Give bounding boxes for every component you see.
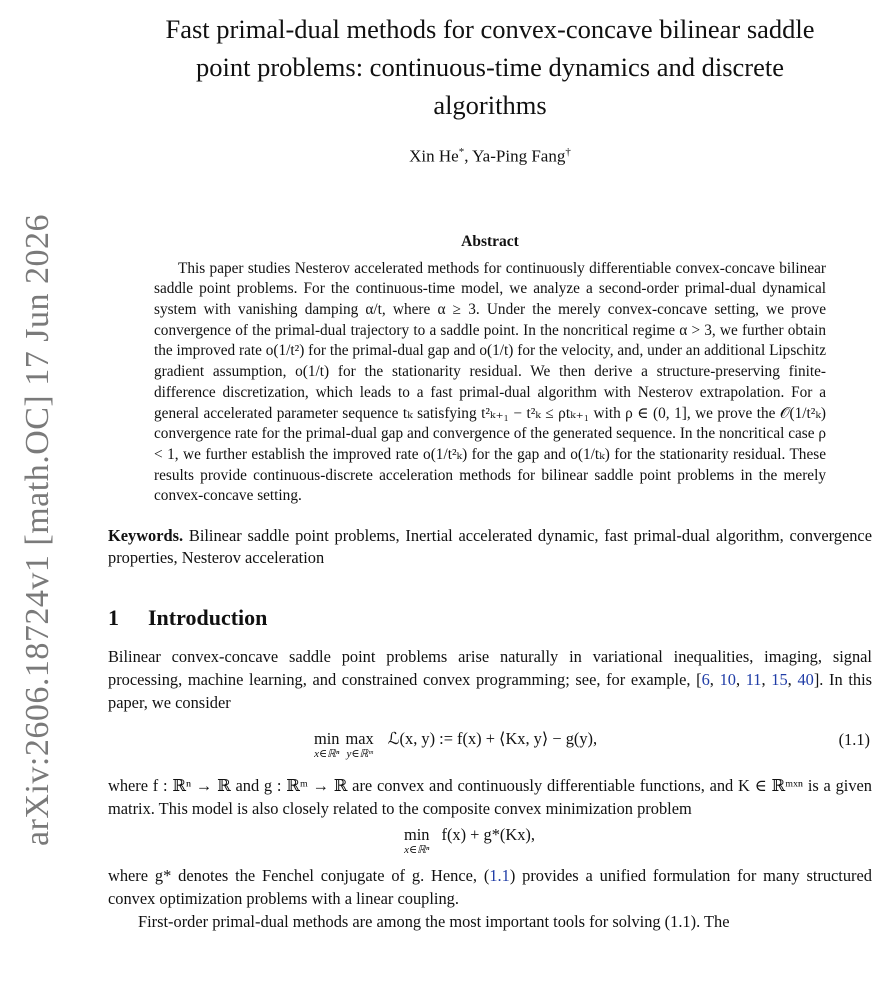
- equation-expression: ℒ(x, y) := f(x) + ⟨Kx, y⟩ − g(y),: [387, 729, 598, 749]
- paragraph-text: where g* denotes the Fenchel conjugate of g. Hence, (: [108, 866, 490, 886]
- operator-subscript: x∈ℝⁿ: [314, 748, 340, 761]
- author-footnote-mark: *: [458, 146, 465, 158]
- section-heading: [108, 605, 872, 631]
- author-footnote-mark: †: [565, 146, 571, 158]
- equation-ref-link[interactable]: 1.1: [489, 866, 510, 886]
- title-line-1: Fast primal-dual methods for convex-concave bilinear saddle: [165, 14, 815, 44]
- author-name: Xin He: [409, 146, 459, 166]
- operator-text: max: [345, 729, 374, 749]
- abstract-heading: Abstract: [461, 232, 519, 250]
- intro-paragraph: Bilinear convex-concave saddle point problems arise naturally in variational inequalities, imaging, signal processing, machine learning, and constrained convex programming; see, for example, [6, 10, 11, 15, 40]. In this paper, we consider: [108, 647, 873, 713]
- arxiv-identifier: arXiv:2606.18724v1 [math.OC] 17 Jun 2026: [19, 214, 57, 846]
- equation-expression: f(x) + g*(Kx),: [441, 825, 535, 845]
- paragraph-text: ]. In this paper, we consider: [108, 670, 873, 713]
- author-separator: ,: [464, 146, 473, 166]
- author-list: [108, 146, 872, 167]
- min-operator: [314, 730, 340, 760]
- equation-tag: (1.1): [838, 730, 870, 750]
- max-operator: [346, 730, 374, 760]
- citation-link[interactable]: 15: [771, 670, 788, 690]
- keywords-list: Bilinear saddle point problems, Inertial accelerated dynamic, fast primal-dual algorithm, convergence properties, Nesterov acceleration: [108, 526, 872, 568]
- keywords: [108, 525, 872, 569]
- intro-paragraph: where f : ℝⁿ → ℝ and g : ℝᵐ → ℝ are convex and continuously differentiable functions, and K ∈ ℝᵐˣⁿ is a given matrix. This model is also closely related to the composite convex minimization problem: [108, 776, 872, 819]
- equation-composite: [108, 822, 872, 864]
- author-name: Ya-Ping Fang: [472, 146, 566, 166]
- equation-1-1: [108, 722, 872, 774]
- paragraph-text: ) provides a unified formulation for many structured convex optimization problems with a linear coupling.: [108, 866, 872, 909]
- section-title: Introduction: [148, 605, 268, 631]
- title-line-2: point problems: continuous-time dynamics and discrete: [195, 52, 785, 82]
- arxiv-sidebar-stamp: [8, 200, 68, 860]
- intro-paragraph-partial: First-order primal-dual methods are among the most important tools for solving (1.1). The: [138, 912, 730, 932]
- paragraph-text: Bilinear convex-concave saddle point problems arise naturally in variational inequalities, imaging, signal processing, machine learning, and constrained convex programming; see, for example, [: [108, 647, 872, 690]
- operator-text: min: [314, 729, 340, 749]
- keywords-label: Keywords.: [108, 526, 184, 546]
- operator-subscript: x∈ℝⁿ: [404, 844, 430, 857]
- title-line-3: algorithms: [433, 90, 547, 120]
- citation-link[interactable]: 40: [797, 670, 814, 690]
- min-operator: [404, 826, 430, 856]
- abstract-text: This paper studies Nesterov accelerated methods for continuously differentiable convex-concave bilinear saddle point problems. For the continuous-time model, we analyze a second-order primal-dual dynamical system with vanishing damping α/t, where α ≥ 3. Under the merely convex-concave setting, we prove convergence of the primal-dual trajectory to a saddle point. In the noncritical regime α > 3, we further obtain the improved rate o(1/t²) for the primal-dual gap and o(1/t) for the velocity, and, under an additional Lipschitz gradient assumption, o(1/t) for the stationarity residual. We then derive a structure-preserving finite-difference discretization, which leads to a fast primal-dual algorithm with Nesterov extrapolation. For a general accelerated parameter sequence tₖ satisfying t²ₖ₊₁ − t²ₖ ≤ ρtₖ₊₁ with ρ ∈ (0, 1], we prove the 𝒪(1/t²ₖ) convergence rate for the primal-dual gap and convergence of the generated sequence. In the noncritical case ρ < 1, we further establish the improved rate o(1/t²ₖ) for the gap and o(1/tₖ) for the stationarity residual. These results provide continuous-discrete acceleration methods for bilinear saddle point problems in the merely convex-concave setting.: [154, 259, 826, 505]
- paper-page: [108, 0, 872, 933]
- citation-link[interactable]: 6: [701, 670, 710, 690]
- intro-paragraph: [108, 864, 872, 910]
- operator-subscript: y∈ℝᵐ: [346, 748, 373, 761]
- operator-text: min: [404, 825, 430, 845]
- paper-title: [108, 10, 872, 124]
- citation-link[interactable]: 10: [719, 670, 736, 690]
- section-number: 1: [108, 605, 119, 631]
- citation-link[interactable]: 11: [745, 670, 762, 690]
